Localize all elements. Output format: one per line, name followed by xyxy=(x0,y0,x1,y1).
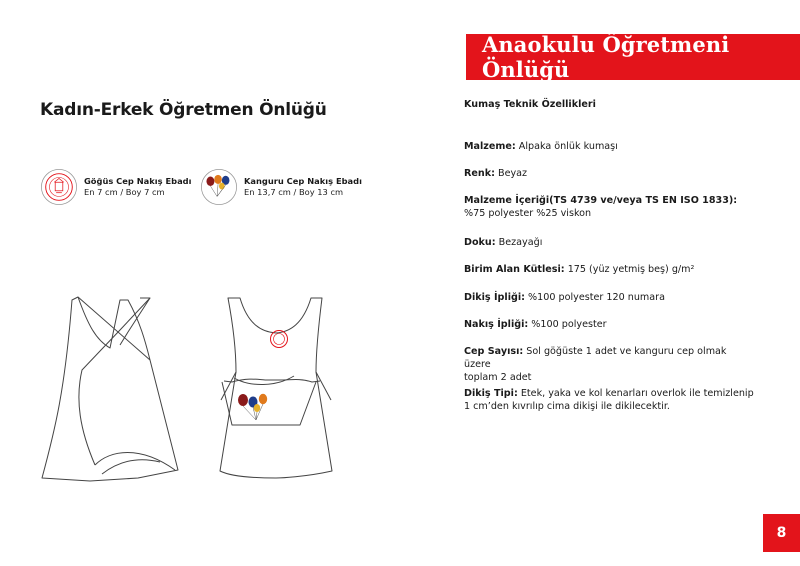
badge-size: En 13,7 cm / Boy 13 cm xyxy=(244,187,344,197)
spec-item: Nakış İpliği: %100 polyester xyxy=(464,319,607,330)
spec-item: Dikiş Tipi: Etek, yaka ve kol kenarları overlok ile temizlenip 1 cm’den kıvrılıp cima dikişi ile dikilecektir. xyxy=(464,388,754,412)
spec-item: Dikiş İpliği: %100 polyester 120 numara xyxy=(464,292,665,303)
page-number: 8 xyxy=(763,514,800,552)
badge-title: Göğüs Cep Nakış Ebadı xyxy=(84,176,192,186)
badge-size: En 7 cm / Boy 7 cm xyxy=(84,187,165,197)
apron-back-view xyxy=(42,297,178,481)
apron-front-view xyxy=(220,298,332,478)
spec-item: Doku: Bezayağı xyxy=(464,237,543,248)
header-title: Anaokulu Öğretmeni Önlüğü xyxy=(482,32,730,82)
badge-title: Kanguru Cep Nakış Ebadı xyxy=(244,176,362,186)
spec-item: Cep Sayısı: Sol göğüste 1 adet ve kanguru cep olmak üzere toplam 2 adet xyxy=(464,346,727,383)
spec-item: Birim Alan Kütlesi: 175 (yüz yetmiş beş) g/m² xyxy=(464,264,695,275)
spec-item: Renk: Beyaz xyxy=(464,168,528,179)
spec-item: Malzeme İçeriği(TS 4739 ve/veya TS EN ISO 1833): %75 polyester %25 viskon xyxy=(464,195,738,219)
spec-item: Malzeme: Alpaka önlük kumaşı xyxy=(464,141,618,152)
specs-heading: Kumaş Teknik Özellikleri xyxy=(464,99,596,110)
page-title: Kadın-Erkek Öğretmen Önlüğü xyxy=(40,100,327,120)
